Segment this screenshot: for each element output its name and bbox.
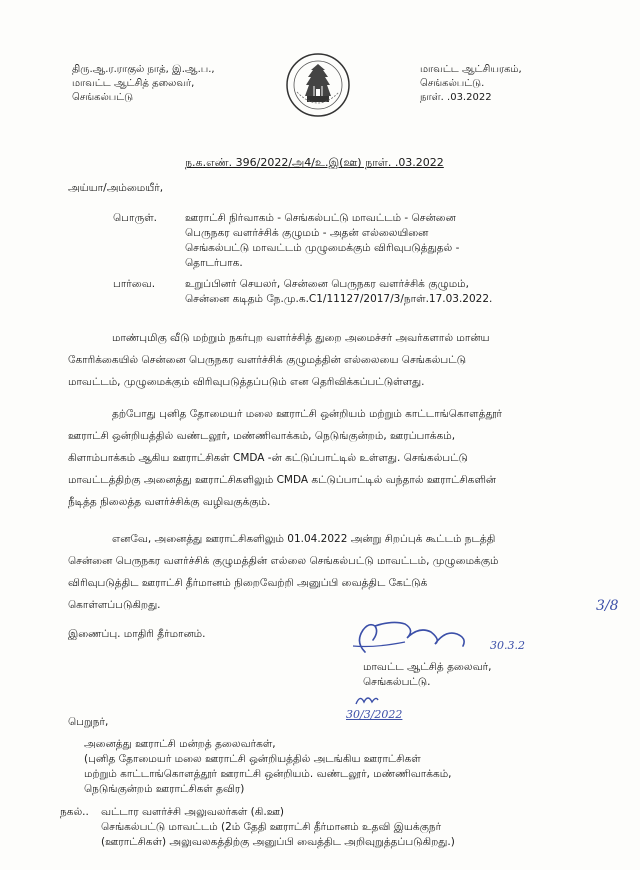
- signatory-line: செங்கல்பட்டு.: [363, 676, 431, 688]
- paragraph-line: நீடித்த நிலைத்த வளர்ச்சிக்கு வழிவகுக்கும்.: [68, 496, 271, 508]
- paragraph-line: விரிவுபடுத்திட ஊராட்சி தீர்மானம் நிறைவேற்றி அனுப்பி வைத்திட கேட்டுக்: [68, 577, 428, 589]
- copy-line: (ஊராட்சிகள்) அலுவலகத்திற்கு அனுப்பி வைத்திட அறிவுறுத்தப்படுகிறது.): [101, 836, 455, 848]
- sender-line: செங்கல்பட்டு: [72, 92, 134, 103]
- subject-line: செங்கல்பட்டு மாவட்டம் முழுமைக்கும் விரிவுபடுத்துதல் -: [185, 242, 460, 254]
- paragraph-line: கொள்ளப்படுகிறது.: [68, 599, 161, 611]
- subject-label: பொருள்.: [113, 212, 158, 224]
- recipients-label: பெறுநர்,: [68, 716, 109, 728]
- subject-line: ஊராட்சி நிர்வாகம் - செங்கல்பட்டு மாவட்டம் - சென்னை: [185, 212, 456, 224]
- reference-line: சென்னை கடிதம் நே.மு.க.C1/11127/2017/3/நாள்.17.03.2022.: [185, 293, 493, 305]
- paragraph-line: தற்போது புனித தோமையர் மலை ஊராட்சி ஒன்றியம் மற்றும் காட்டாங்கொளத்தூர்: [112, 408, 503, 420]
- recipient-line: நெடுங்குன்றம் ஊராட்சிகள் தவிர): [84, 783, 245, 795]
- initial-icon: [352, 692, 382, 708]
- body-paragraph-1: [68, 327, 490, 393]
- copy-list: [101, 805, 455, 850]
- paragraph-line: ஊராட்சி ஒன்றியத்தில் வண்டலூர், மண்ணிவாக்கம், நெடுங்குன்றம், ஊரப்பாக்கம்,: [68, 430, 456, 442]
- paragraph-line: கிளாம்பாக்கம் ஆகிய ஊராட்சிகள் CMDA -ன் கட்டுப்பாட்டில் உள்ளது. செங்கல்பட்டு: [68, 452, 468, 464]
- office-date: நாள். .03.2022: [420, 92, 492, 103]
- signature-date: 30.3.2: [490, 639, 525, 652]
- reference-line: உறுப்பினர் செயலர், சென்னை பெருநகர வளர்ச்சிக் குழுமம்,: [185, 278, 469, 290]
- paragraph-line: மாண்புமிகு வீடு மற்றும் நகர்புற வளர்ச்சித் துறை அமைச்சர் அவர்களால் மான்ய: [112, 332, 490, 344]
- sender-line: மாவட்ட ஆட்சித் தலைவர்,: [72, 78, 195, 89]
- paragraph-line: கோரிக்கையில் சென்னை பெருநகர வளர்ச்சிக் குழுமத்தின் எல்லையை செங்கல்பட்டு: [68, 354, 466, 366]
- reference-text: [185, 277, 565, 307]
- copy-line: வட்டார வளர்ச்சி அலுவலர்கள் (கி.ஊ): [101, 806, 285, 818]
- sender-line: திரு.ஆ.ர.ராகுல் நாத், இ.ஆ.ப.,: [72, 64, 215, 75]
- government-seal-icon: [285, 52, 351, 118]
- enclosure: இணைப்பு. மாதிரி தீர்மானம்.: [68, 628, 206, 640]
- page-mark: 3/8: [596, 598, 619, 614]
- signatory-block: [363, 660, 491, 690]
- recipient-line: (புனித தோமையர் மலை ஊராட்சி ஒன்றியத்தில் அடங்கிய ஊராட்சிகள்: [84, 753, 421, 765]
- salutation: அய்யா/அம்மையீர்,: [68, 182, 164, 194]
- paragraph-line: எனவே, அனைத்து ஊராட்சிகளிலும் 01.04.2022 அன்று சிறப்புக் கூட்டம் நடத்தி: [112, 533, 496, 545]
- sender-block: [72, 63, 215, 105]
- recipient-line: மற்றும் காட்டாங்கொளத்தூர் ஊராட்சி ஒன்றியம். வண்டலூர், மண்ணிவாக்கம்,: [84, 768, 452, 780]
- body-paragraph-3: [68, 528, 498, 616]
- office-line: செங்கல்பட்டு.: [420, 78, 485, 89]
- reference-label: பார்வை.: [113, 278, 156, 290]
- signature-icon: [345, 612, 565, 662]
- subject-text: [185, 211, 565, 271]
- initial-date: 30/3/2022: [346, 708, 403, 721]
- recipients-list: [84, 737, 451, 797]
- copy-label: நகல்..: [60, 806, 89, 818]
- paragraph-line: மாவட்டத்திற்கு அனைத்து ஊராட்சிகளிலும் CMDA கட்டுப்பாட்டில் வந்தால் ஊராட்சிகளின்: [68, 474, 497, 486]
- body-paragraph-2: [68, 403, 502, 513]
- paragraph-line: சென்னை பெருநகர வளர்ச்சிக் குழுமத்தின் எல்லை செங்கல்பட்டு மாவட்டம், முழுமைக்கும்: [68, 555, 499, 567]
- subject-line: தொடர்பாக.: [185, 257, 243, 269]
- file-reference-number: ந.க.எண். 396/2022/அ4/உ.இ(ஊ) நாள். .03.2022: [185, 156, 444, 169]
- paragraph-line: மாவட்டம், முழுமைக்கும் விரிவுபடுத்தப்படும் என தெரிவிக்கப்பட்டுள்ளது.: [68, 376, 425, 388]
- office-block: [420, 63, 522, 105]
- signatory-line: மாவட்ட ஆட்சித் தலைவர்,: [363, 661, 492, 673]
- recipient-line: அனைத்து ஊராட்சி மன்றத் தலைவர்கள்,: [84, 738, 276, 750]
- office-line: மாவட்ட ஆட்சியரகம்,: [420, 64, 522, 75]
- subject-line: பெருநகர வளர்ச்சிக் குழுமம் - அதன் எல்லையினை: [185, 227, 429, 239]
- copy-line: செங்கல்பட்டு மாவட்டம் (2ம் தேதி ஊராட்சி தீர்மானம் உதவி இயக்குநர்: [101, 821, 442, 833]
